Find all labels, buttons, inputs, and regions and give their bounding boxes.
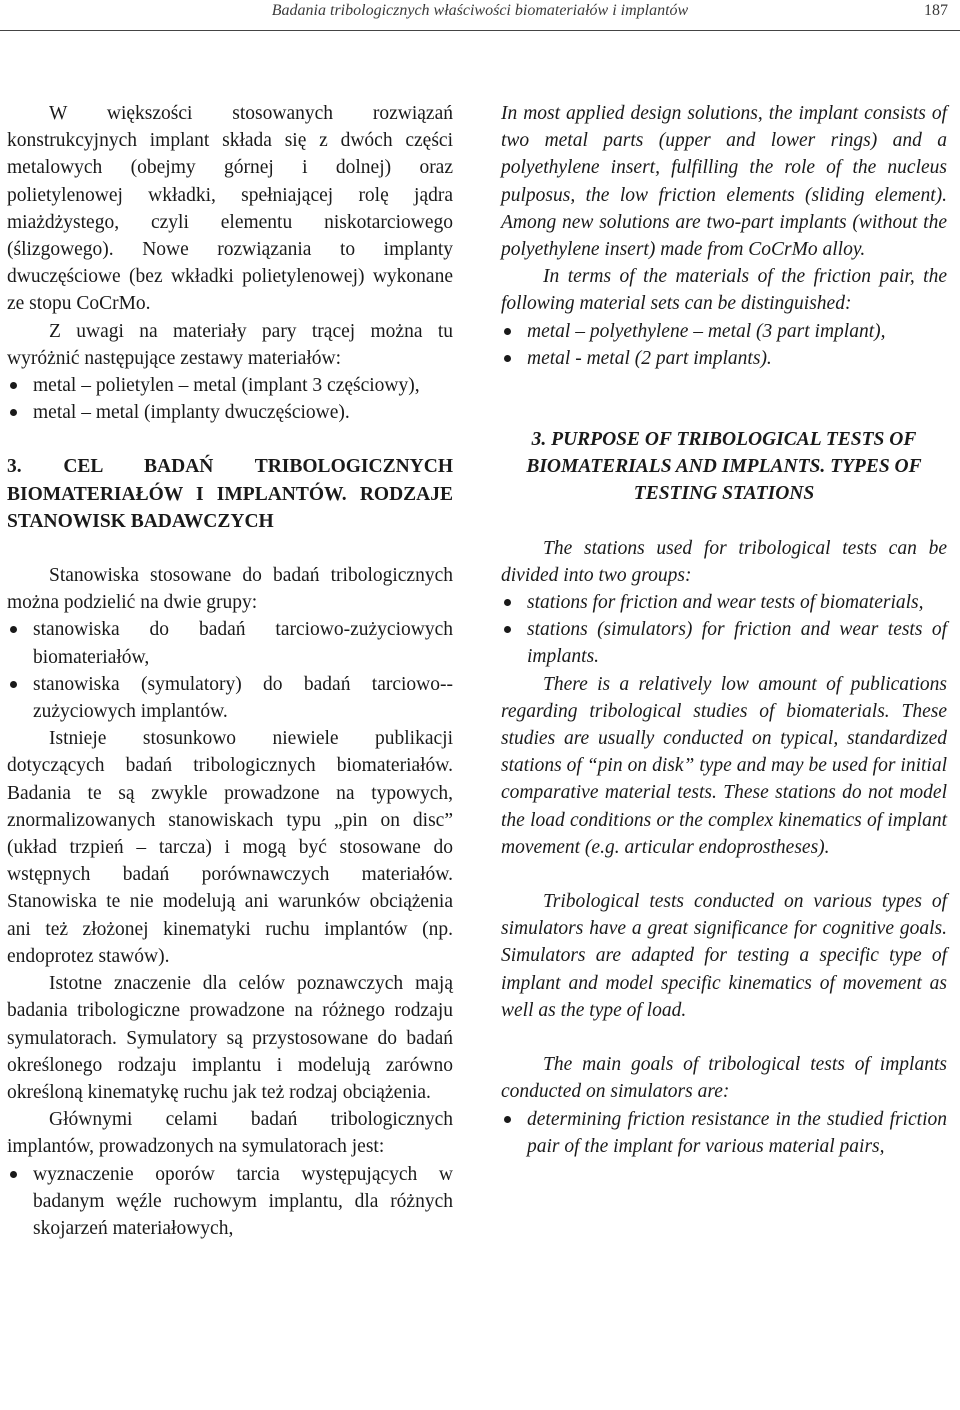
spacer: [7, 535, 453, 562]
paragraph-en-3: The stations used for tribological tests can be divided into two groups:: [501, 537, 947, 586]
list-item: wyznaczenie oporów tarcia występujących w badanym węźle ruchowym implantu, dla różnych skojarzeń materiałowych,: [7, 1161, 453, 1243]
list-item: metal – metal (implanty dwuczęściowe).: [7, 399, 453, 426]
list-item: determining friction resistance in the studied friction pair of the implant for various material pairs,: [501, 1106, 947, 1160]
spacer: [7, 426, 453, 453]
list-item: metal – polietylen – metal (implant 3 częściowy),: [7, 372, 453, 399]
section-heading-pl: 3. CEL BADAŃ TRIBOLOGICZNYCH BIOMATERIAŁÓW I IMPLANTÓW. RODZAJE STANOWISK BADAWCZYCH: [7, 456, 453, 532]
paragraph-en-4: There is a relatively low amount of publications regarding tribological studies of biomaterials. These studies are usually conducted on typical, standardized stations of “pin on disk” type and may be used for initial comparative material tests. These stations do not model the load conditions or the complex kinematics of implant movement (e.g. articular endoprostheses).: [501, 673, 947, 858]
spacer: [501, 372, 947, 399]
bullet-list-en-3: [501, 1106, 947, 1160]
running-header-title: Badania tribologicznych właściwości biomateriałów i implantów: [271, 2, 689, 19]
bullet-list-en-1: [501, 318, 947, 372]
paragraph-pl-2: Z uwagi na materiały pary trącej można tu wyróżnić następujące zestawy materiałów:: [7, 320, 453, 369]
spacer: [501, 1024, 947, 1051]
paragraph-en-5: Tribological tests conducted on various types of simulators have a great significance for cognitive goals. Simulators are adapted for testing a specific type of implant and model specific kinematics of movement as well as the type of load.: [501, 891, 947, 1021]
list-item: stanowiska do badań tarciowo-zużyciowych biomateriałów,: [7, 616, 453, 670]
page-number: 187: [924, 2, 948, 19]
list-item: stanowiska (symulatory) do badań tarciowo--zużyciowych implantów.: [7, 671, 453, 725]
spacer: [501, 861, 947, 888]
column-english: [501, 100, 947, 1160]
list-item: metal - metal (2 part implants).: [501, 345, 947, 372]
paragraph-pl-6: Głównymi celami badań tribologicznych implantów, prowadzonych na symulatorach jest:: [7, 1109, 453, 1158]
list-item: metal – polyethylene – metal (3 part implant),: [501, 318, 947, 345]
bullet-list-en-2: [501, 589, 947, 671]
section-heading-en: 3. PURPOSE OF TRIBOLOGICAL TESTS OF BIOMATERIALS AND IMPLANTS. TYPES OF TESTING STATIONS: [526, 429, 922, 505]
paragraph-pl-1: W większości stosowanych rozwiązań konstrukcyjnych implant składa się z dwóch części metalowych (obejmy górnej i dolnej) oraz polietylenowej wkładki, spełniającej rolę jądra miażdżystego, czyli elementu niskotarciowego (ślizgowego). Nowe rozwiązania to implanty dwuczęściowe (bez wkładki polietylenowej) wykonane ze stopu CoCrMo.: [7, 103, 453, 315]
header-divider: [0, 30, 960, 31]
paragraph-pl-3: Stanowiska stosowane do badań tribologicznych można podzielić na dwie grupy:: [7, 565, 453, 614]
paragraph-en-6: The main goals of tribological tests of implants conducted on simulators are:: [501, 1054, 947, 1103]
bullet-list-pl-3: [7, 1161, 453, 1243]
list-item: stations for friction and wear tests of biomaterials,: [501, 589, 947, 616]
running-header: [0, 0, 960, 30]
paragraph-en-2: In terms of the materials of the friction pair, the following material sets can be distinguished:: [501, 266, 947, 315]
paragraph-pl-4: Istnieje stosunkowo niewiele publikacji dotyczących badań tribologicznych biomateriałów. Badania te są zwykle prowadzone na typowych, znormalizowanych stanowiskach typu „pin on disc” (układ trzpień – tarcza) i mogą być stosowane do wstępnych badań porównawczych materiałów. Stanowiska te nie modelują ani warunków obciążenia ani też złożonej kinematyki ruchu implantów (np. endoprotez stawów).: [7, 728, 453, 967]
paragraph-pl-5: Istotne znaczenie dla celów poznawczych mają badania tribologiczne prowadzone na różnego rodzaju symulatorach. Symulatory są przystosowane do badań określonego rodzaju implantu i modelują zarówno określoną kinematykę ruchu jak też rodzaj obciążenia.: [7, 973, 453, 1103]
list-item: stations (simulators) for friction and wear tests of implants.: [501, 616, 947, 670]
bullet-list-pl-2: [7, 616, 453, 725]
bullet-list-pl-1: [7, 372, 453, 426]
spacer: [501, 508, 947, 535]
column-polish: [7, 100, 453, 1242]
paragraph-en-1: In most applied design solutions, the implant consists of two metal parts (upper and lower rings) and a polyethylene insert, fulfilling the role of the nucleus pulposus, the low friction elements (sliding element). Among new solutions are two-part implants (without the polyethylene insert) made from CoCrMo alloy.: [501, 103, 947, 261]
